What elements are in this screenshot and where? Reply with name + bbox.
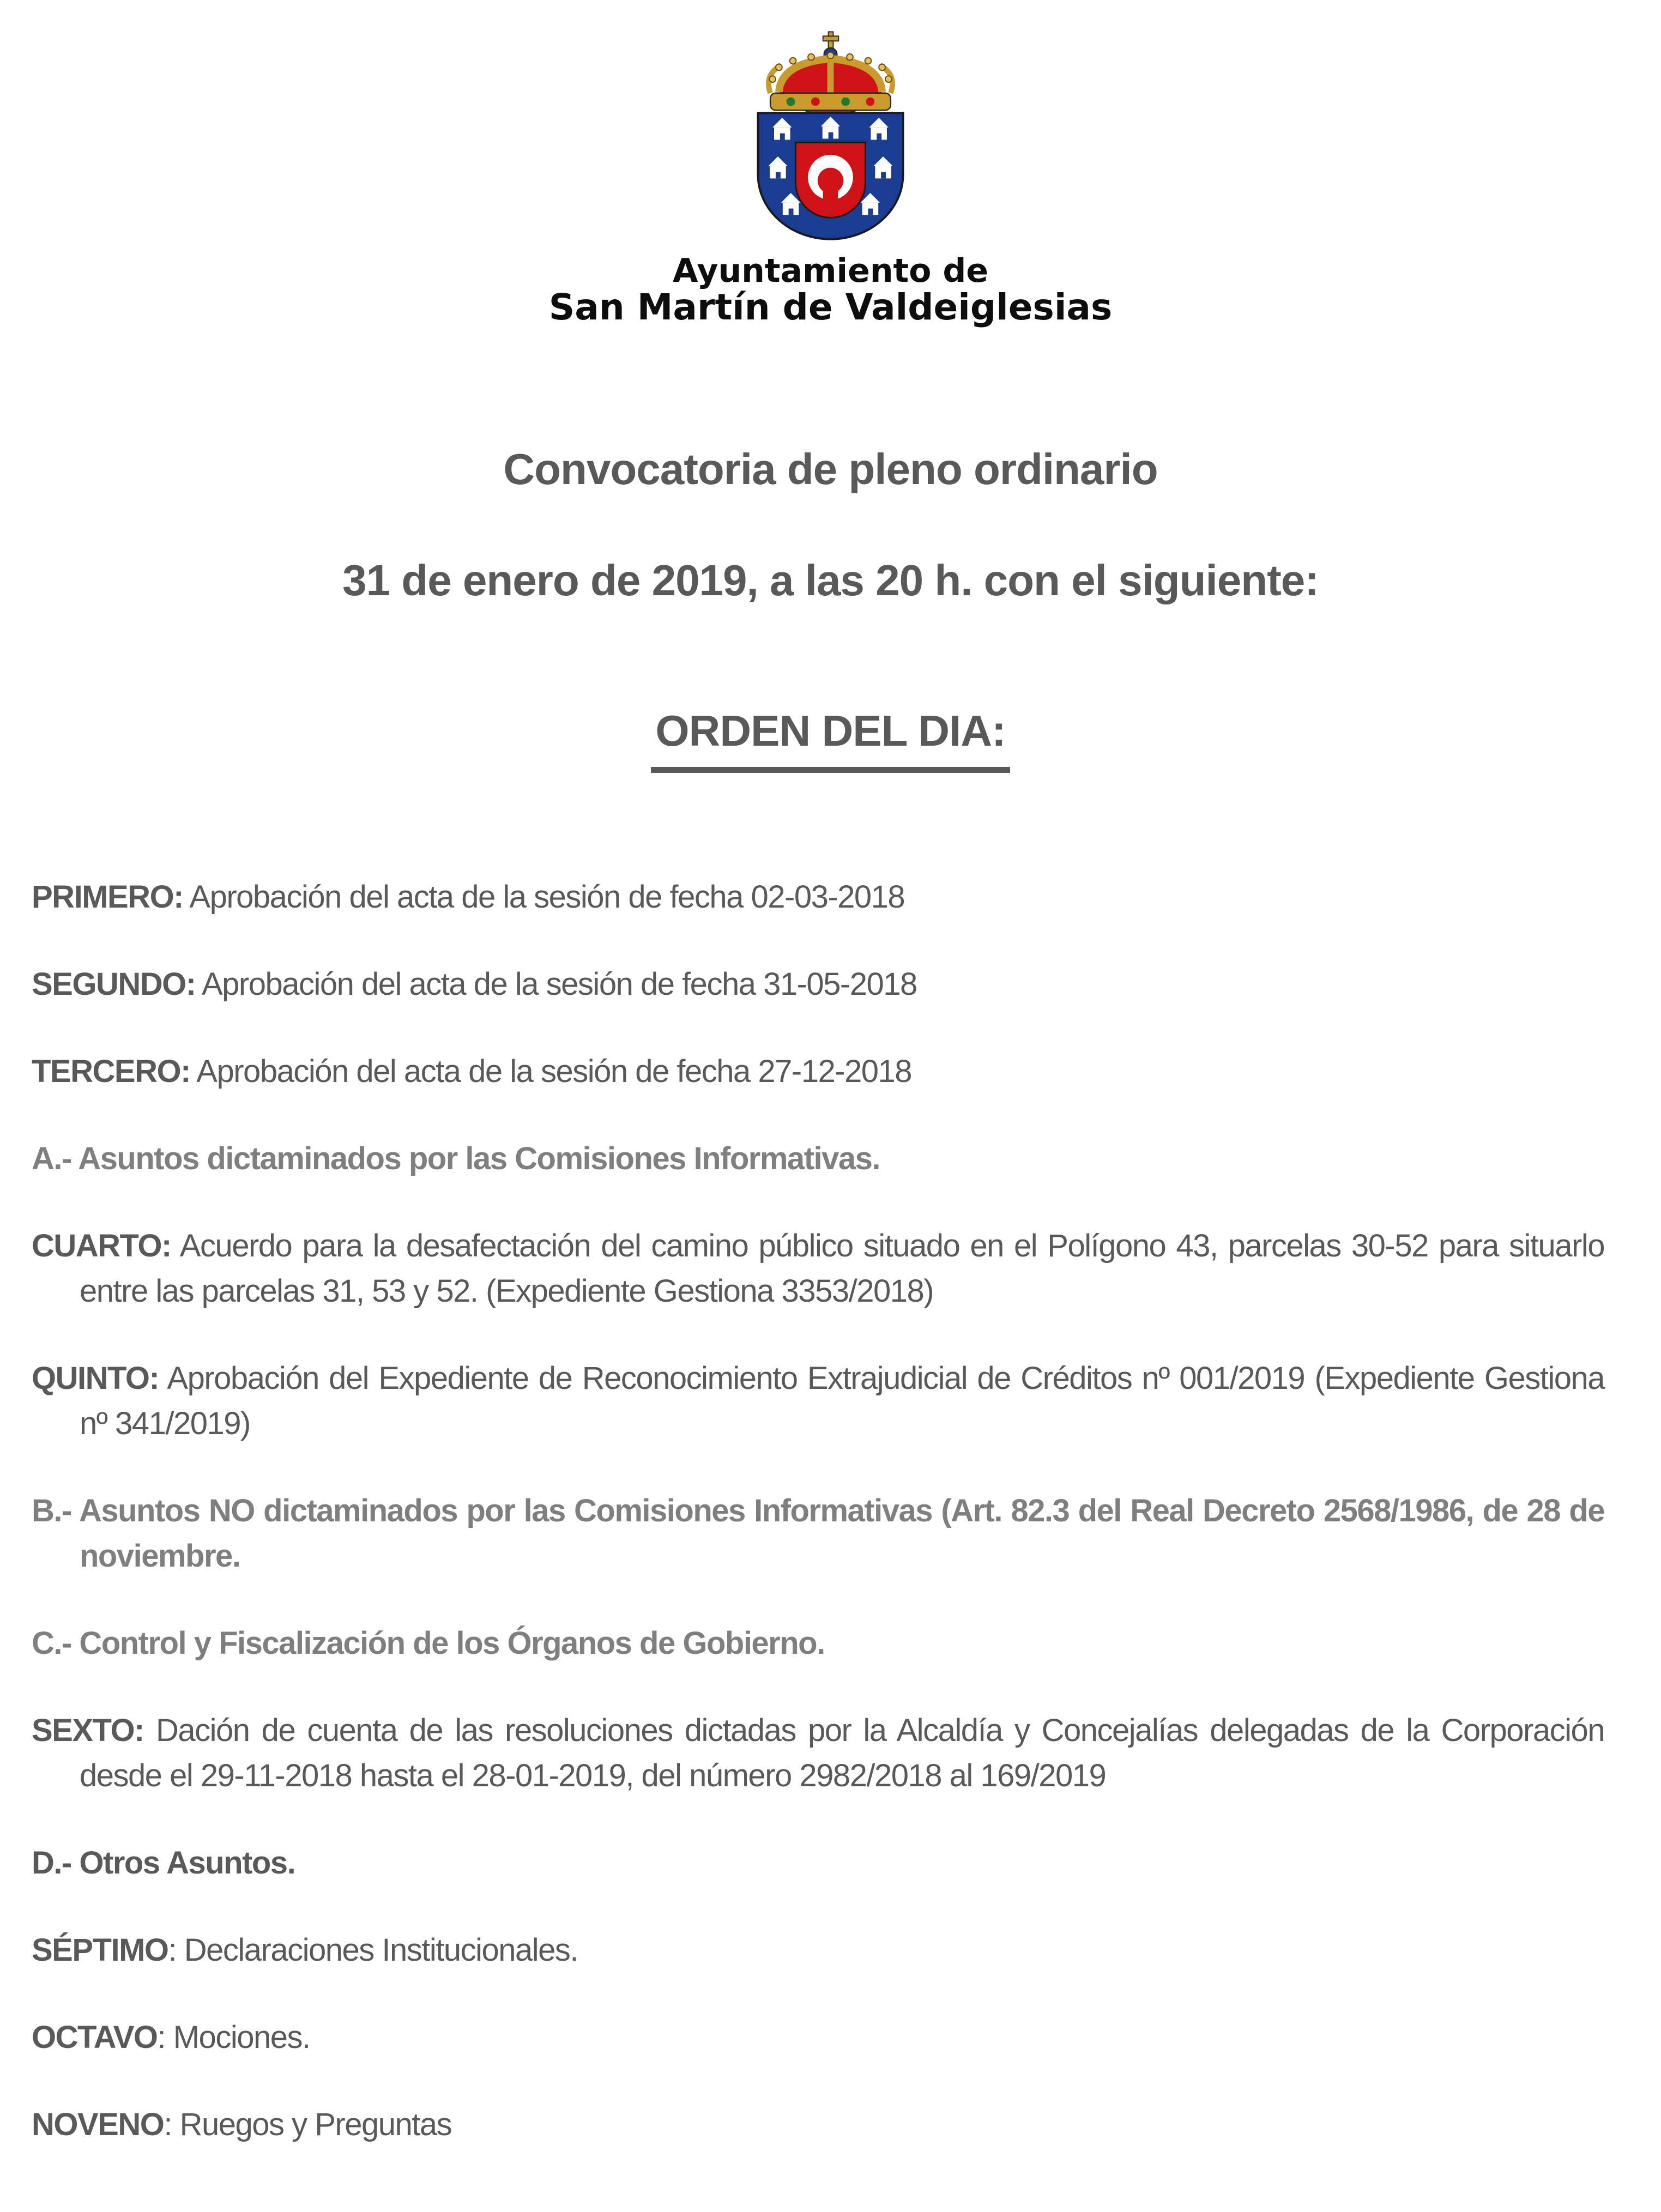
item-text: : Declaraciones Institucionales. xyxy=(168,1932,578,1968)
item-label: TERCERO: xyxy=(32,1054,190,1089)
agenda-item-quinto xyxy=(32,1356,1604,1446)
agenda-item-segundo xyxy=(32,962,1604,1007)
section-heading-c: C.- Control y Fiscalización de los Órganos de Gobierno. xyxy=(32,1625,825,1661)
document-header xyxy=(0,0,1661,327)
item-text: Aprobación del acta de la sesión de fecha 31-05-2018 xyxy=(195,966,917,1002)
item-text: : Ruegos y Preguntas xyxy=(164,2107,452,2142)
section-heading-a: A.- Asuntos dictaminados por las Comisiones Informativas. xyxy=(32,1141,880,1176)
coat-of-arms-icon xyxy=(739,29,922,245)
order-title-wrap xyxy=(0,704,1661,773)
agenda-item-primero xyxy=(32,874,1604,920)
item-text: Aprobación del acta de la sesión de fecha 27-12-2018 xyxy=(190,1054,912,1089)
item-label: SÉPTIMO xyxy=(32,1932,168,1968)
item-label: PRIMERO: xyxy=(32,879,183,915)
section-heading-d: D.- Otros Asuntos. xyxy=(32,1845,295,1881)
item-label: NOVENO xyxy=(32,2107,164,2142)
item-label: OCTAVO xyxy=(32,2020,158,2055)
agenda-list xyxy=(32,874,1604,2147)
doc-title: Convocatoria de pleno ordinario xyxy=(503,445,1158,493)
item-label: QUINTO: xyxy=(32,1361,159,1396)
item-label: CUARTO: xyxy=(32,1228,171,1264)
agenda-item-tercero xyxy=(32,1049,1604,1094)
order-title: ORDEN DEL DIA: xyxy=(651,704,1010,773)
item-label: SEGUNDO: xyxy=(32,966,196,1002)
item-text: Aprobación del Expediente de Reconocimiento Extrajudicial de Créditos nº 001/2019 (Expediente Gestiona nº 341/2019) xyxy=(80,1361,1604,1441)
doc-datetime: 31 de enero de 2019, a las 20 h. con el siguiente: xyxy=(342,556,1319,605)
agenda-item-sexto xyxy=(32,1708,1604,1798)
agenda-item-octavo xyxy=(32,2015,1604,2060)
item-text: : Mociones. xyxy=(157,2020,310,2055)
agenda-item-septimo xyxy=(32,1927,1604,1973)
section-heading-b: B.- Asuntos NO dictaminados por las Comisiones Informativas (Art. 82.3 del Real Decreto 2568/1986, de 28 de noviembre. xyxy=(32,1493,1604,1574)
item-label: SEXTO: xyxy=(32,1713,144,1748)
org-name-line1: Ayuntamiento de xyxy=(673,252,988,290)
agenda-item-noveno xyxy=(32,2102,1604,2147)
item-text: Acuerdo para la desafectación del camino público situado en el Polígono 43, parcelas 30-52 para situarlo entre las parcelas 31, 53 y 52. (Expediente Gestiona 3353/2018) xyxy=(80,1228,1604,1309)
item-text: Dación de cuenta de las resoluciones dictadas por la Alcaldía y Concejalías delegadas de la Corporación desde el 29-11-2018 hasta el 28-01-2019, del número 2982/2018 al 169/2019 xyxy=(80,1713,1604,1793)
agenda-item-cuarto xyxy=(32,1223,1604,1314)
item-text: Aprobación del acta de la sesión de fecha 02-03-2018 xyxy=(183,879,905,915)
org-name-line2: San Martín de Valdeiglesias xyxy=(548,286,1113,328)
